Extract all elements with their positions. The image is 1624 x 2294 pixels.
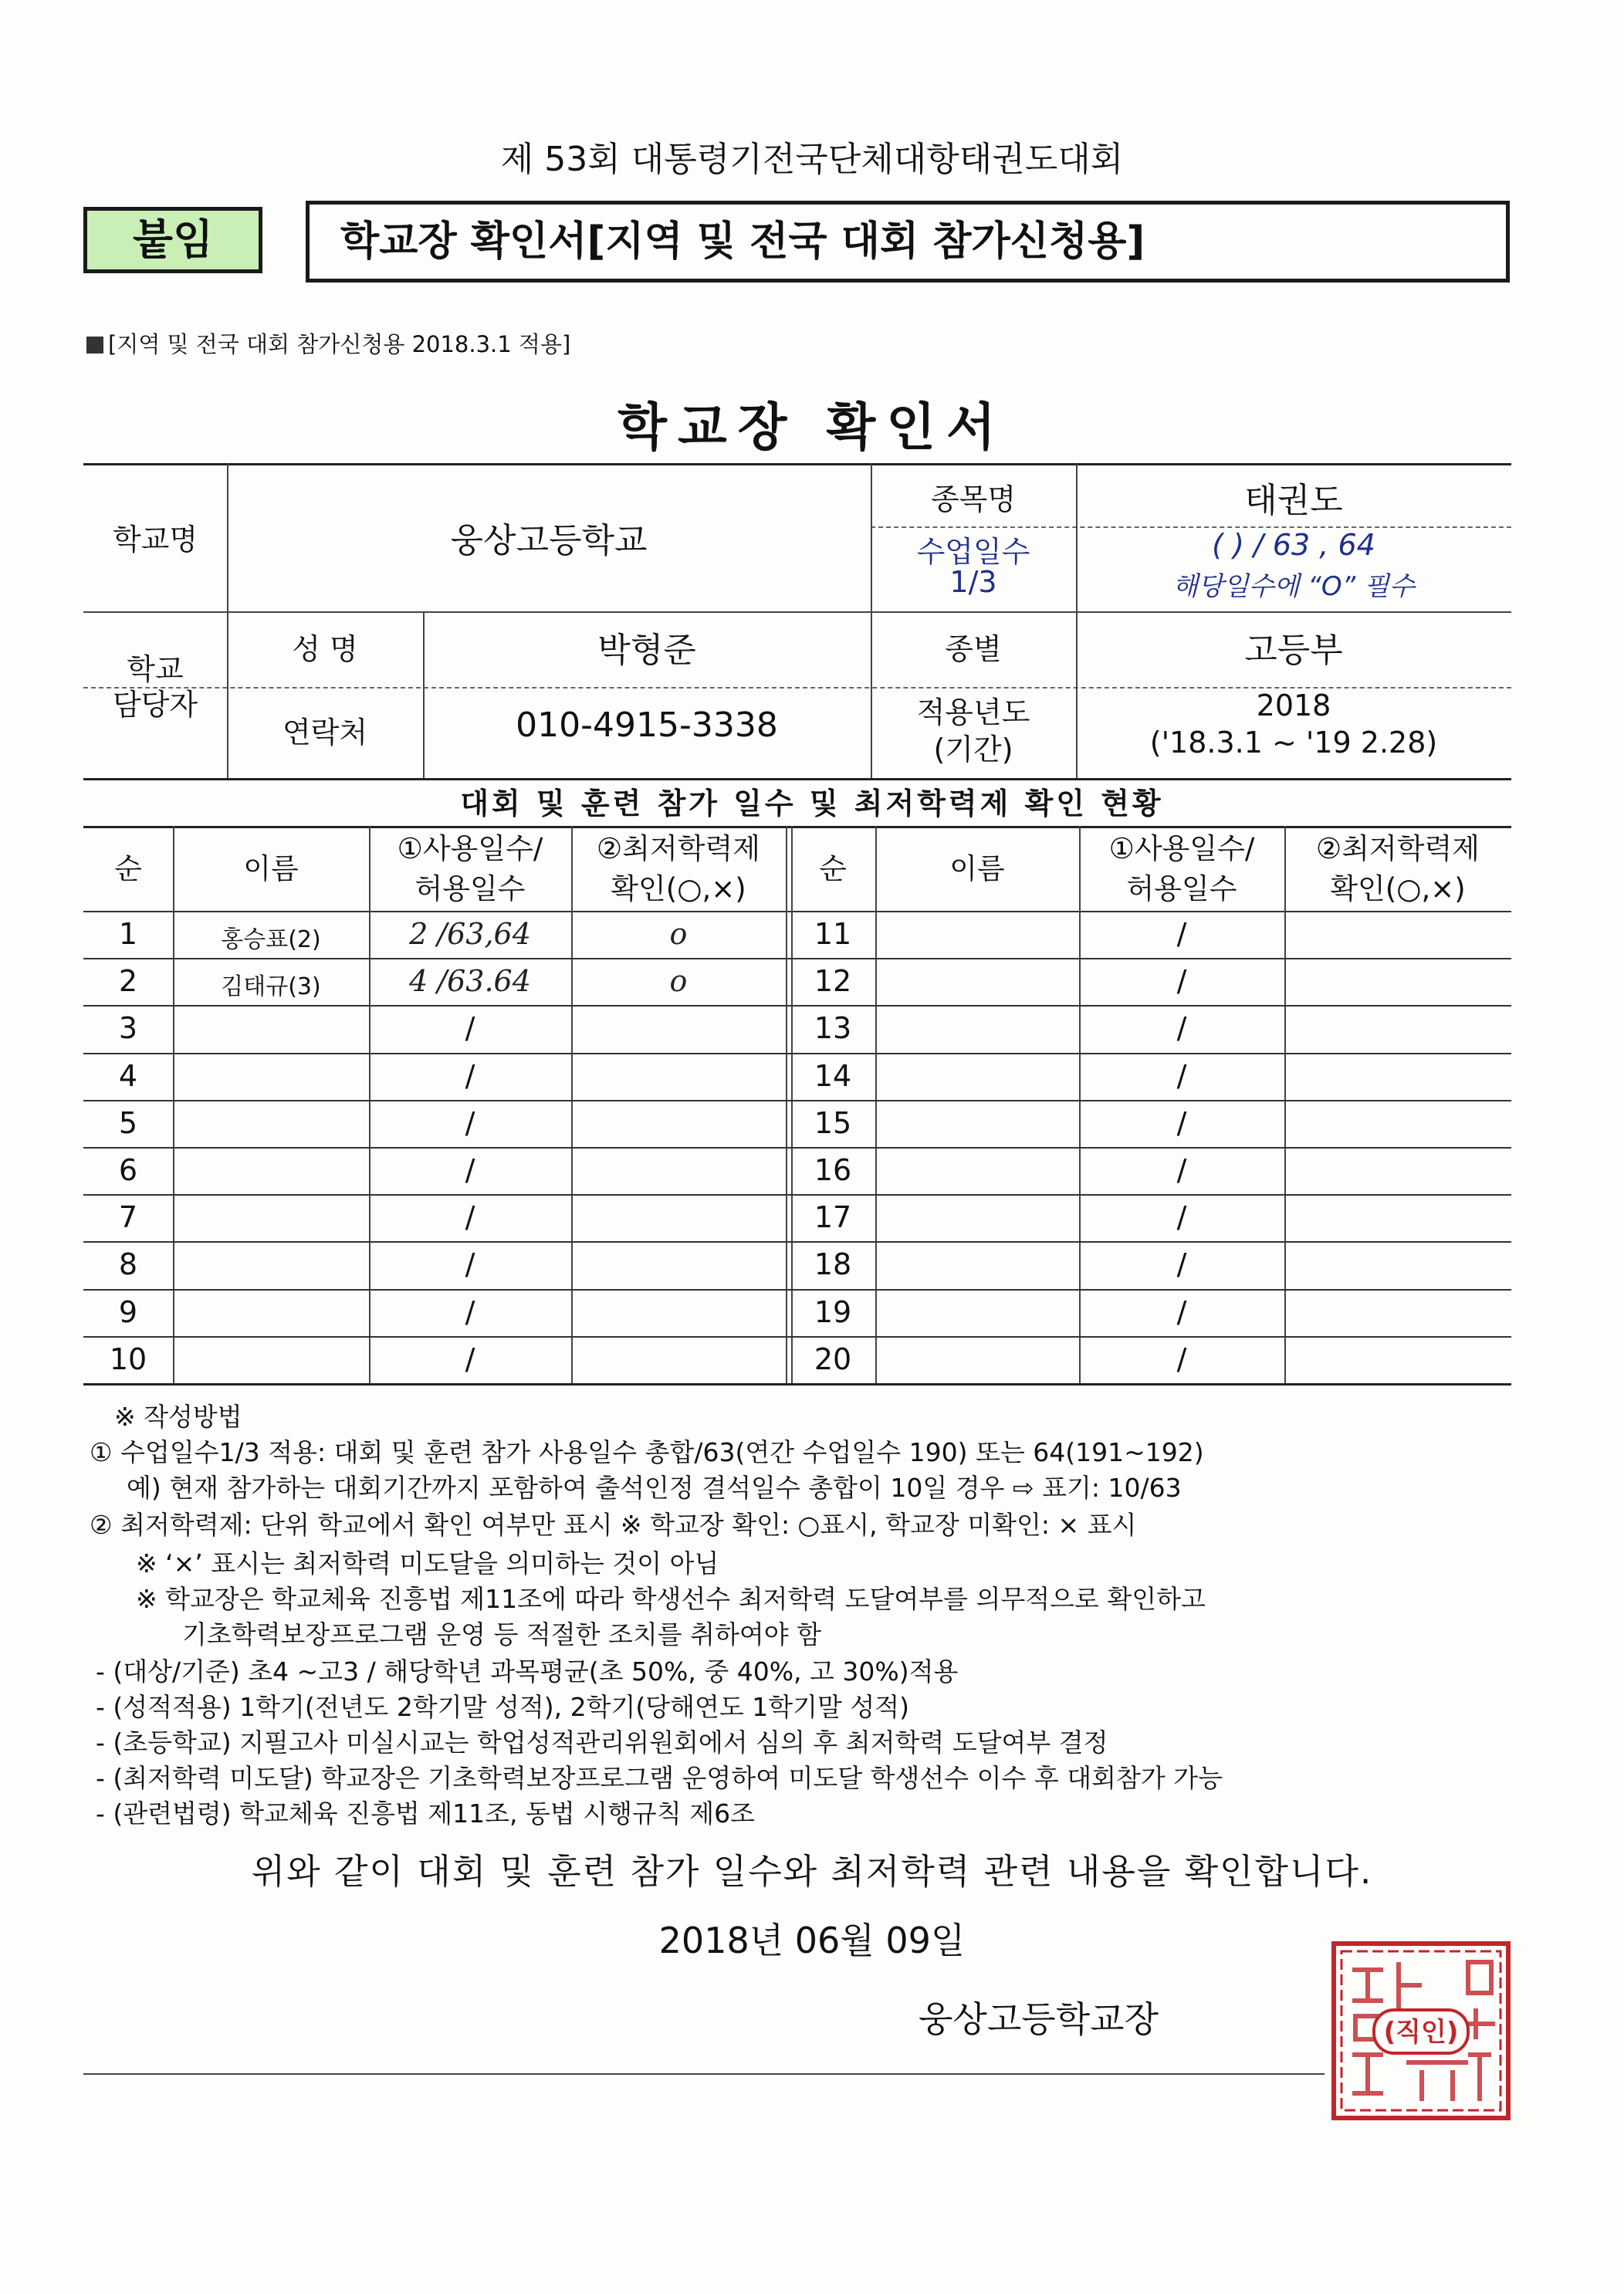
row-days: / bbox=[465, 1105, 475, 1140]
row-number: 14 bbox=[814, 1058, 852, 1093]
row-name: 김태규(3) bbox=[221, 973, 321, 1001]
contact-label-2: 담당자 bbox=[112, 688, 198, 722]
seal-text: (직인) bbox=[1383, 2017, 1459, 2048]
school-days-value: ( ) / 63 , 64 bbox=[1212, 528, 1375, 562]
row-number: 3 bbox=[118, 1011, 138, 1046]
row-number: 11 bbox=[814, 917, 852, 951]
table-row-divider bbox=[83, 1053, 1511, 1054]
row-days: / bbox=[1176, 1058, 1187, 1093]
header-check-1: ②최저학력제 bbox=[597, 832, 760, 865]
header-no: 순 bbox=[114, 852, 142, 885]
row-days: / bbox=[1176, 1105, 1187, 1140]
row-days: / bbox=[1176, 1342, 1187, 1376]
table-row-divider bbox=[83, 1241, 1511, 1243]
row-number: 16 bbox=[814, 1153, 852, 1187]
table-row-divider bbox=[83, 1147, 1511, 1149]
header-no: 순 bbox=[819, 852, 847, 885]
note-2-sub-3: 기초학력보장프로그램 운영 등 적절한 조치를 취하여야 함 bbox=[182, 1619, 822, 1649]
annex-tag: 붙임 bbox=[83, 207, 262, 273]
header-check-2: 확인(○,×) bbox=[611, 872, 746, 905]
note-1-example: 예) 현재 참가하는 대회기간까지 포함하여 출석인정 결석일수 총합이 10일 경우 ⇨ 표기: 10/63 bbox=[127, 1473, 1182, 1503]
school-days-fraction: 1/3 bbox=[949, 565, 997, 599]
event-title: 제 53회 대통령기전국단체대항태권도대회 bbox=[500, 140, 1124, 179]
row-number: 18 bbox=[814, 1247, 852, 1282]
row-days: / bbox=[1176, 1200, 1187, 1235]
table-col-divider bbox=[571, 826, 573, 1383]
row-days: / bbox=[465, 1058, 475, 1093]
header-check-2: 확인(○,×) bbox=[1330, 872, 1466, 905]
row-check: o bbox=[669, 917, 688, 951]
year-period-label: (기간) bbox=[933, 733, 1013, 766]
status-title: 대회 및 훈련 참가 일수 및 최저학력제 확인 현황 bbox=[460, 787, 1164, 820]
row-days: 4 /63.64 bbox=[409, 964, 531, 999]
row-days: / bbox=[1176, 1294, 1187, 1329]
detail-5: - (관련법령) 학교체육 진흥법 제11조, 동법 시행규칙 제6조 bbox=[96, 1798, 755, 1829]
row-days: / bbox=[465, 1294, 475, 1329]
row-number: 8 bbox=[118, 1247, 138, 1282]
info-table-top-border bbox=[83, 463, 1511, 465]
table-row-divider bbox=[83, 1100, 1511, 1101]
phone-value: 010-4915-3338 bbox=[516, 705, 778, 745]
principal-signature-line: 웅상고등학교장 bbox=[919, 1998, 1159, 2040]
header-days-2: 허용일수 bbox=[1126, 872, 1237, 905]
table-col-divider bbox=[875, 826, 877, 1383]
annex-title: 학교장 확인서[지역 및 전국 대회 참가신청용] bbox=[306, 201, 1510, 283]
row-number: 19 bbox=[814, 1294, 852, 1329]
row-days: / bbox=[1176, 964, 1187, 999]
info-row-divider bbox=[83, 611, 1511, 613]
name-value: 박형준 bbox=[597, 631, 696, 670]
note-2-sub-1: ※ ‘×’ 표시는 최저학력 미도달을 의미하는 것이 아님 bbox=[136, 1548, 719, 1578]
row-days: / bbox=[1176, 1153, 1187, 1187]
row-check: o bbox=[669, 964, 688, 999]
row-number: 20 bbox=[814, 1342, 852, 1376]
division-label: 종별 bbox=[945, 632, 1002, 666]
document-date: 2018년 06월 09일 bbox=[658, 1920, 966, 1961]
year-period-value: ('18.3.1 ~ '19 2.28) bbox=[1149, 726, 1438, 760]
applies-note-text: [지역 및 전국 대회 참가신청용 2018.3.1 적용] bbox=[108, 331, 571, 357]
table-bottom-border bbox=[83, 1383, 1511, 1386]
row-number: 17 bbox=[814, 1200, 852, 1235]
row-days: / bbox=[465, 1200, 475, 1235]
row-days: / bbox=[1176, 1011, 1187, 1046]
contact-label-1: 학교 bbox=[127, 652, 184, 686]
detail-4: - (최저학력 미도달) 학교장은 기초학력보장프로그램 운영하여 미도달 학생선수 이수 후 대회참가 가능 bbox=[96, 1763, 1223, 1793]
square-bullet-icon bbox=[86, 337, 103, 354]
notes-heading: ※ 작성방법 bbox=[114, 1402, 242, 1432]
row-number: 6 bbox=[118, 1153, 138, 1187]
row-number: 15 bbox=[814, 1105, 852, 1140]
school-days-label: 수업일수 bbox=[916, 535, 1030, 569]
footer-rule bbox=[83, 2073, 1325, 2075]
table-row-divider bbox=[83, 1194, 1511, 1196]
row-number: 4 bbox=[118, 1058, 138, 1093]
row-number: 9 bbox=[118, 1294, 138, 1329]
school-days-note: 해당일수에 “O” 필수 bbox=[1172, 571, 1415, 602]
row-days: / bbox=[465, 1011, 475, 1046]
phone-label: 연락처 bbox=[282, 716, 368, 749]
header-days-1: ①사용일수/ bbox=[1108, 832, 1255, 865]
sport-value: 태권도 bbox=[1244, 481, 1343, 520]
detail-3: - (초등학교) 지필고사 미실시교는 학업성적관리위원회에서 심의 후 최저학력 도달여부 결정 bbox=[96, 1727, 1108, 1758]
table-top-border bbox=[83, 826, 1511, 828]
official-seal-stamp bbox=[1329, 1939, 1513, 2123]
table-row-divider bbox=[83, 1005, 1511, 1007]
table-row-divider bbox=[83, 1336, 1511, 1338]
row-number: 13 bbox=[814, 1011, 852, 1046]
header-check-1: ②최저학력제 bbox=[1316, 832, 1480, 865]
row-days: / bbox=[465, 1153, 475, 1187]
detail-1: - (대상/기준) 초4 ~고3 / 해당학년 과목평균(초 50%, 중 40%, 고 30%)적용 bbox=[96, 1656, 959, 1687]
sport-label: 종목명 bbox=[930, 482, 1017, 516]
row-number: 12 bbox=[814, 964, 852, 999]
note-2-sub-2: ※ 학교장은 학교체육 진흥법 제11조에 따라 학생선수 최저학력 도달여부를 의무적으로 확인하고 bbox=[136, 1584, 1206, 1614]
detail-2: - (성적적용) 1학기(전년도 2학기말 성적), 2학기(당해연도 1학기말 성적) bbox=[96, 1692, 910, 1722]
applies-note bbox=[86, 327, 570, 359]
row-days: / bbox=[1176, 917, 1187, 951]
row-number: 7 bbox=[118, 1200, 138, 1235]
row-number: 5 bbox=[118, 1105, 138, 1140]
table-col-divider bbox=[173, 826, 174, 1383]
row-name: 홍승표(2) bbox=[221, 926, 321, 953]
table-header-divider bbox=[83, 911, 1511, 912]
division-value: 고등부 bbox=[1244, 631, 1343, 670]
seal-icon bbox=[1329, 1939, 1513, 2123]
row-number: 1 bbox=[118, 917, 138, 951]
row-days: / bbox=[1176, 1247, 1187, 1282]
document-title: 학교장 확인서 bbox=[617, 398, 1007, 457]
school-label: 학교명 bbox=[112, 523, 198, 557]
row-days: / bbox=[465, 1247, 475, 1282]
school-value: 웅상고등학교 bbox=[450, 521, 648, 560]
row-days: 2 /63,64 bbox=[409, 917, 531, 951]
header-days-2: 허용일수 bbox=[414, 872, 526, 905]
table-row-divider bbox=[83, 958, 1511, 959]
header-name: 이름 bbox=[949, 852, 1005, 885]
row-number: 2 bbox=[118, 964, 138, 999]
year-label: 적용년도 bbox=[916, 695, 1030, 729]
row-number: 10 bbox=[109, 1342, 147, 1376]
year-value: 2018 bbox=[1256, 689, 1331, 722]
confirmation-statement: 위와 같이 대회 및 훈련 참가 일수와 최저학력 관련 내용을 확인합니다. bbox=[251, 1851, 1373, 1892]
header-days-1: ①사용일수/ bbox=[397, 832, 543, 865]
note-2: ② 최저학력제: 단위 학교에서 확인 여부만 표시 ※ 학교장 확인: ○표시, 학교장 미확인: × 표시 bbox=[90, 1510, 1137, 1540]
table-col-divider bbox=[1284, 826, 1286, 1383]
row-days: / bbox=[465, 1342, 475, 1376]
name-label: 성 명 bbox=[292, 632, 358, 666]
table-row-divider bbox=[83, 1289, 1511, 1291]
note-1: ① 수업일수1/3 적용: 대회 및 훈련 참가 사용일수 총합/63(연간 수업일수 190) 또는 64(191~192) bbox=[90, 1437, 1204, 1467]
header-name: 이름 bbox=[243, 852, 299, 885]
